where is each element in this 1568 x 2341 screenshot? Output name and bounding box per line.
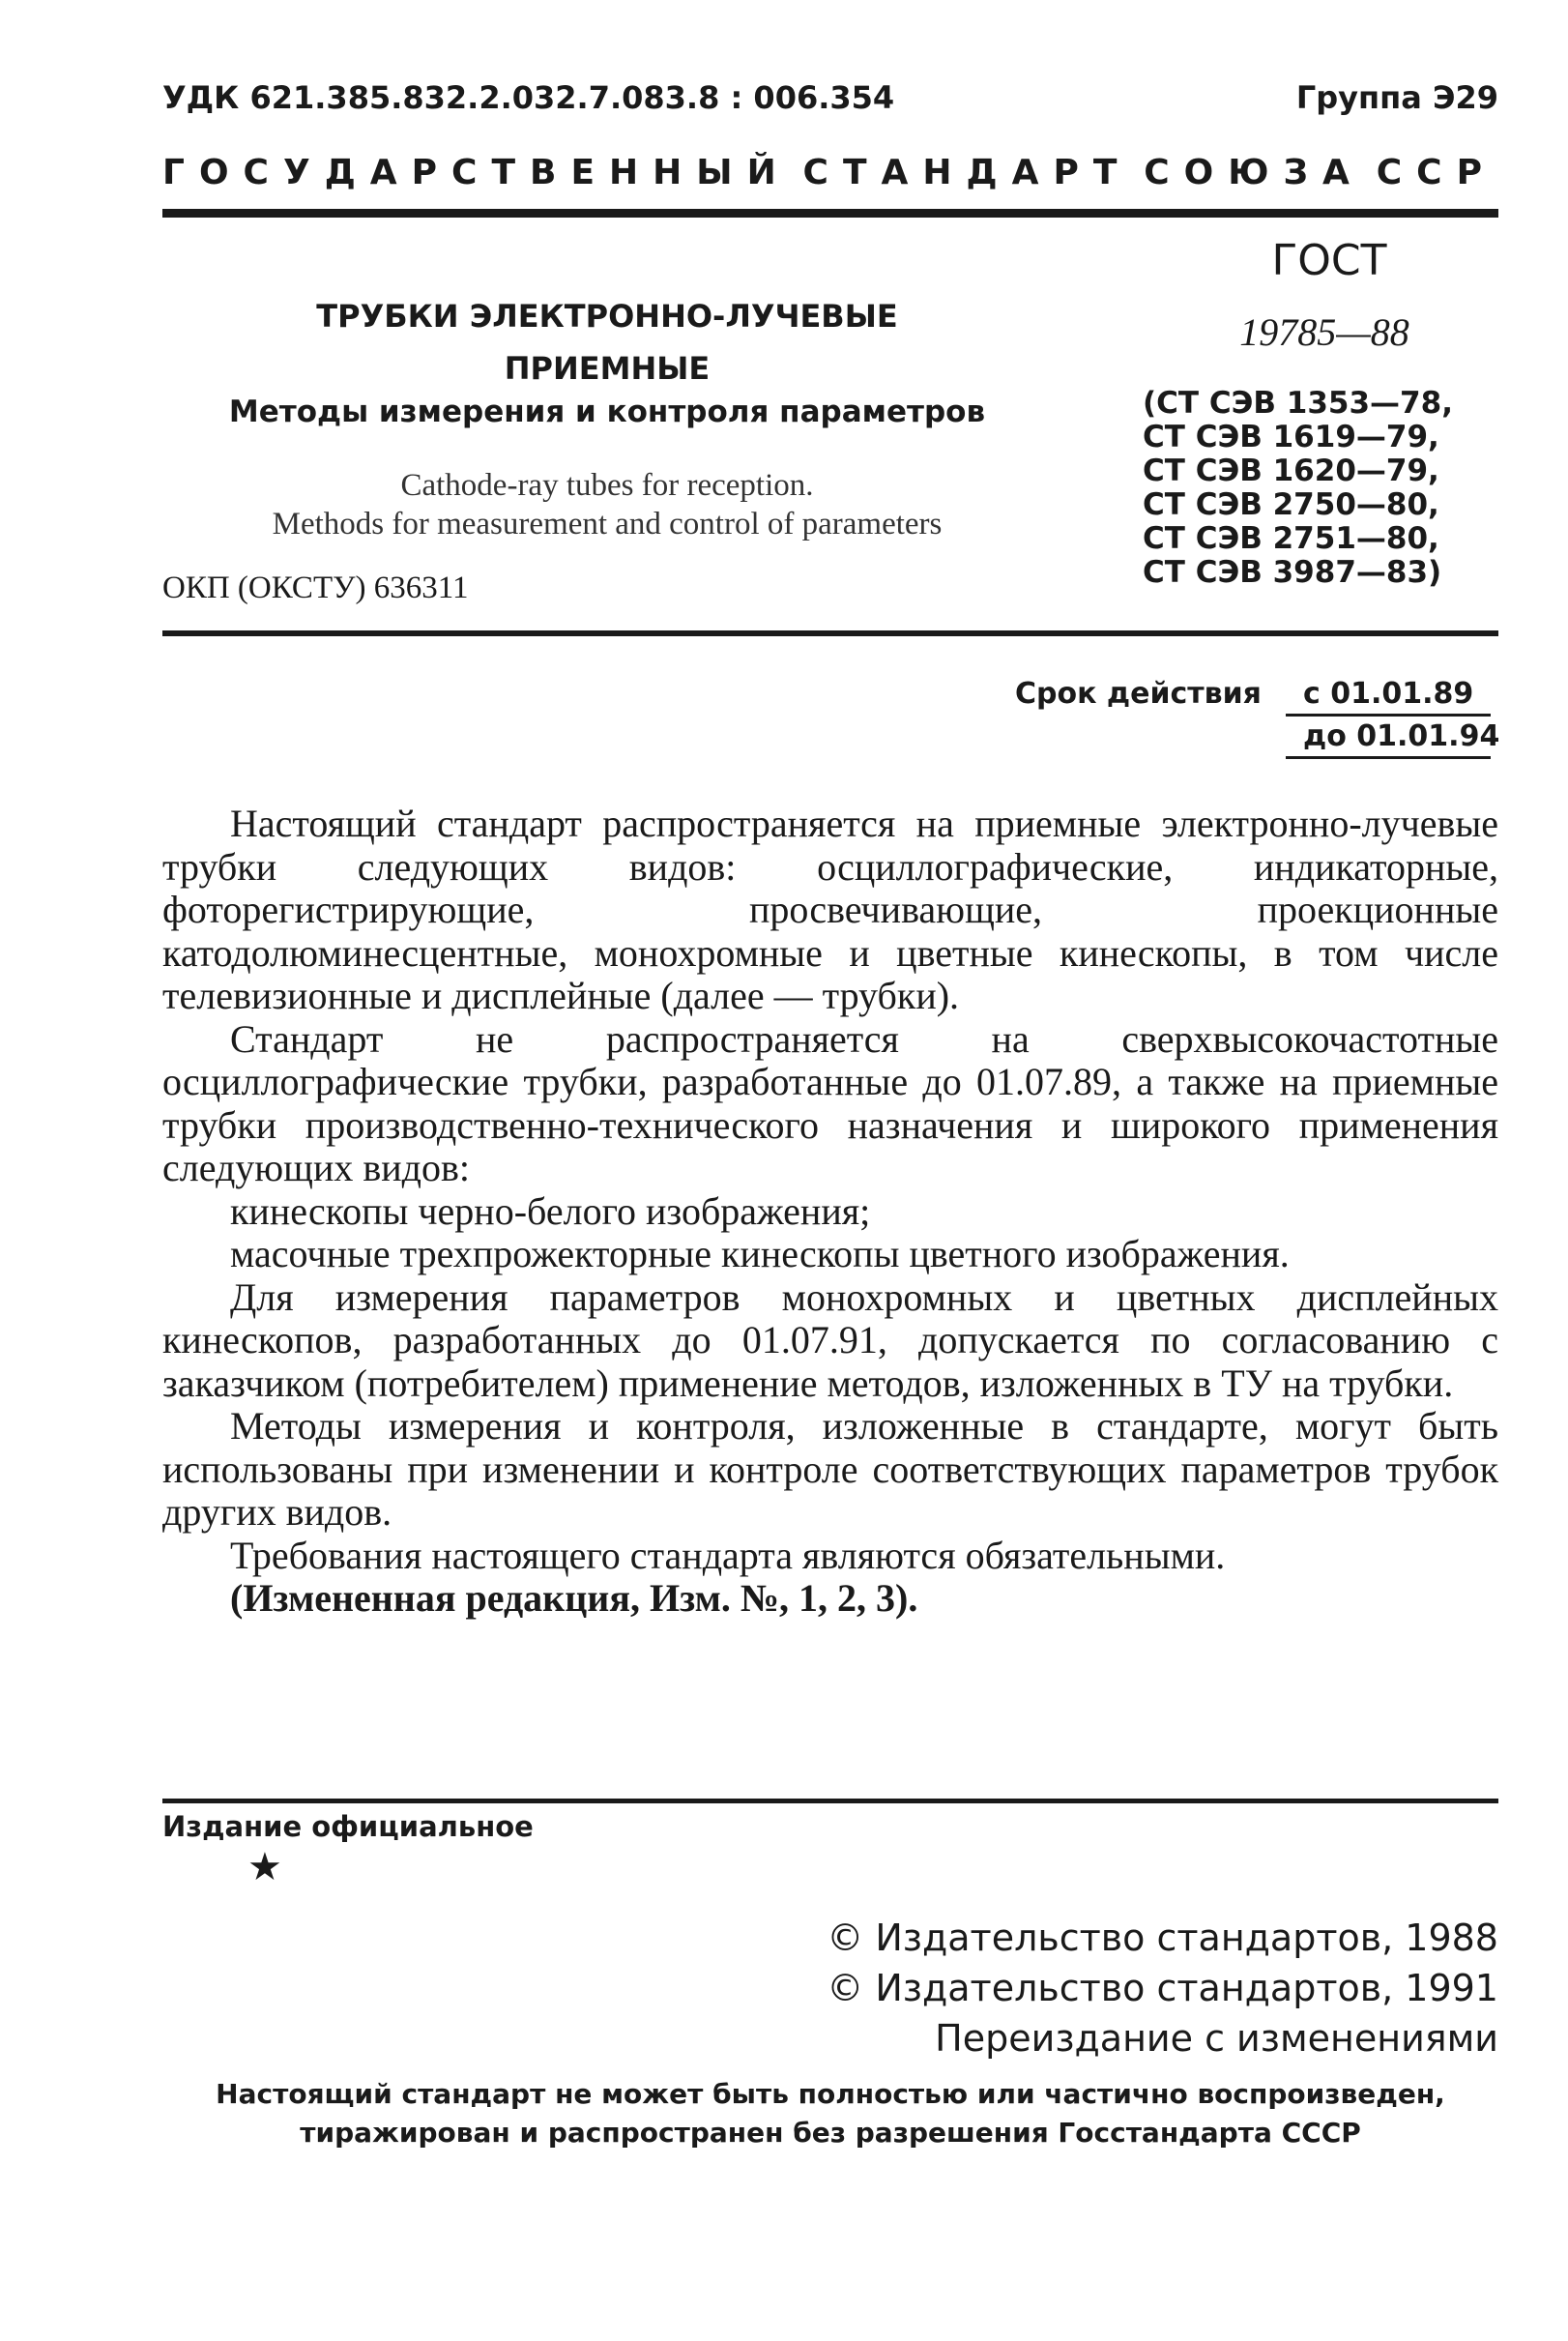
st-sev-item: СТ СЭВ 1619—79,	[1143, 420, 1439, 454]
title-rule	[162, 630, 1498, 636]
validity-rule	[1286, 756, 1491, 759]
document-subtitle: Методы измерения и контроля параметров	[228, 395, 986, 429]
document-title	[162, 290, 1052, 395]
gost-label: ГОСТ	[1271, 236, 1387, 285]
header-rule	[162, 209, 1498, 218]
okp-code: ОКП (ОКСТУ) 636311	[162, 571, 469, 605]
copyright-1988: © Издательство стандартов, 1988	[827, 1917, 1498, 1959]
english-title-line-1: Cathode-ray tubes for reception.	[400, 468, 814, 503]
official-edition-label: Издание официальное	[162, 1810, 534, 1843]
validity-from: с 01.01.89	[1303, 677, 1474, 711]
body-paragraph: Требования настоящего стандарта являются обязательными.	[230, 1533, 1226, 1577]
reissue-note: Переиздание с изменениями	[935, 2017, 1498, 2060]
reproduction-notice: Настоящий стандарт не может быть полностью или частично воспроизведен, тиражирован и распространен без разрешения Госстандарта СССР	[216, 2078, 1445, 2149]
body-paragraph: масочные трехпрожекторные кинескопы цветного изображения.	[230, 1232, 1290, 1275]
st-sev-list	[1143, 387, 1453, 590]
star-icon: ★	[247, 1845, 282, 1889]
state-standard-word: ССР	[1376, 153, 1496, 192]
st-sev-item: СТ СЭВ 2750—80,	[1143, 487, 1439, 522]
english-title	[162, 466, 1052, 543]
state-standard-word: СТАНДАРТ	[802, 153, 1132, 192]
st-sev-item: СТ СЭВ 1620—79,	[1143, 454, 1439, 488]
state-standard-word: СОЮЗА	[1144, 153, 1364, 192]
st-sev-item: (СТ СЭВ 1353—78,	[1143, 386, 1453, 421]
state-standard-heading	[162, 153, 1496, 192]
body-paragraph: Методы измерения и контроля, изложенные в стандарте, могут быть использованы при изменении и контроле соответствующих параметров трубок других видов.	[162, 1404, 1498, 1534]
body-paragraph: Для измерения параметров монохромных и цветных дисплейных кинескопов, разработанных до 01.07.91, допускается по согласованию с заказчиком (потребителем) применение методов, изложенных в ТУ на трубки.	[162, 1274, 1498, 1405]
title-line-2: ПРИЕМНЫЕ	[504, 350, 711, 387]
gost-number: 19785—88	[1239, 310, 1409, 354]
english-title-line-2: Methods for measurement and control of parameters	[272, 507, 943, 541]
st-sev-item: СТ СЭВ 3987—83)	[1143, 555, 1442, 590]
validity-label: Срок действия	[1015, 677, 1262, 711]
amendment-note: (Измененная редакция, Изм. №, 1, 2, 3).	[230, 1576, 918, 1620]
st-sev-item: СТ СЭВ 2751—80,	[1143, 521, 1439, 556]
validity-to: до 01.01.94	[1303, 719, 1500, 753]
state-standard-word: ГОСУДАРСТВЕННЫЙ	[162, 153, 791, 192]
udk-code: УДК 621.385.832.2.032.7.083.8 : 006.354	[162, 79, 895, 116]
copyright-1991: © Издательство стандартов, 1991	[827, 1967, 1498, 2009]
footer-rule	[162, 1799, 1498, 1803]
body-paragraph: кинескопы черно-белого изображения;	[230, 1188, 871, 1233]
validity-rule	[1286, 714, 1491, 717]
body-paragraph: Стандарт не распространяется на сверхвысокочастотные осциллографические трубки, разработанные до 01.07.89, а также на приемные трубки производственно-технического назначения и широкого применения следующих видов:	[162, 1016, 1498, 1189]
group-code: Группа Э29	[1295, 79, 1498, 116]
body-paragraph: Настоящий стандарт распространяется на приемные электронно-лучевые трубки следующих видов: осциллографические, индикаторные, фоторегистрирующие, просвечивающие, проекционные катодолюминесцентные, монохромные и цветные кинескопы, в том числе телевизионные и дисплейные (далее — трубки).	[162, 802, 1498, 1017]
title-line-1: ТРУБКИ ЭЛЕКТРОННО-ЛУЧЕВЫЕ	[316, 298, 898, 335]
body-text	[162, 803, 1498, 1621]
